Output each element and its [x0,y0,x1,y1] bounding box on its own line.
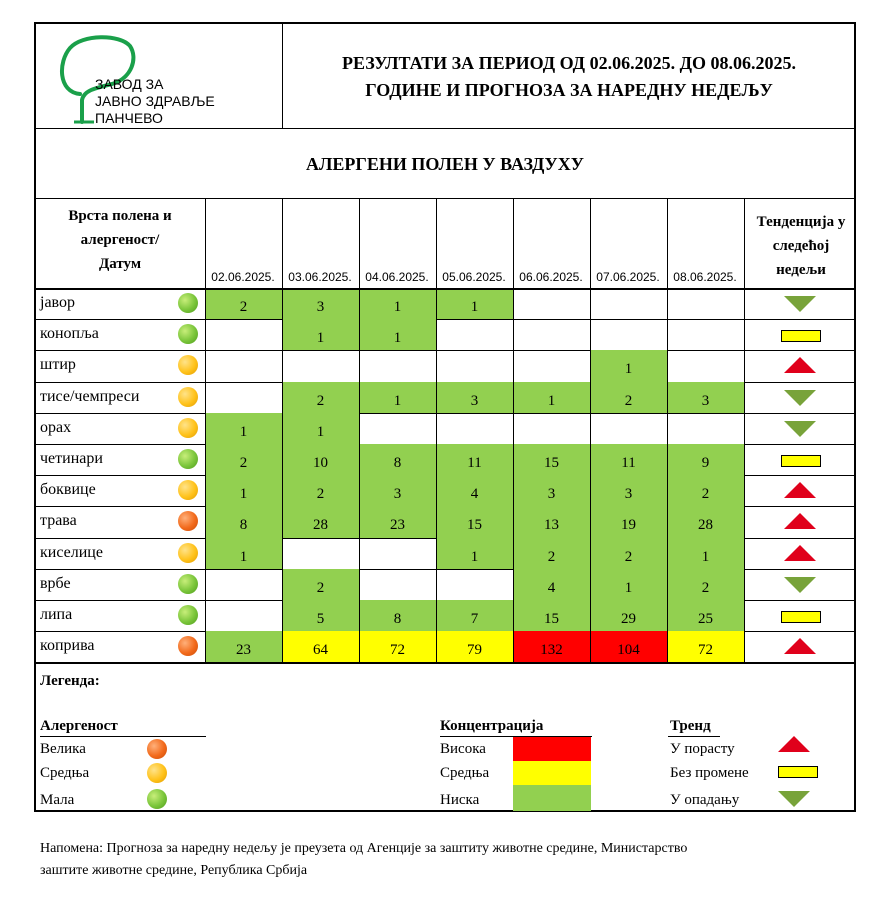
grid-line [359,198,360,662]
pollen-name: киселице [40,543,103,561]
table-cell [513,288,590,319]
pollen-name: четинари [40,450,103,467]
table-cell: 79 [436,631,513,662]
table-cell [205,600,282,631]
pollen-name: боквице [40,481,96,499]
table-cell: 3 [436,382,513,413]
table-cell: 3 [667,382,744,413]
legend-trend-same: Без промене [670,765,749,781]
grid-line [590,198,591,662]
table-cell: 8 [359,444,436,475]
table-cell [590,319,667,350]
pollen-name: тисе/чемпреси [40,387,140,405]
trend-up-icon [784,482,816,498]
header-line: Врста полена и [68,208,172,224]
table-cell: 1 [205,475,282,506]
high-concentration-swatch [513,737,591,761]
table-cell: 1 [590,569,667,600]
trend-up-icon [784,357,816,373]
table-cell: 8 [205,506,282,537]
trend-down-icon [778,791,810,807]
column-header-species [40,204,200,276]
trend-up-icon [784,638,816,654]
table-cell: 5 [282,600,359,631]
logo-text [95,76,215,127]
trend-same-icon [781,330,821,342]
trend-down-icon [784,421,816,437]
table-cell: 4 [513,569,590,600]
table-cell: 15 [436,506,513,537]
table-cell: 1 [436,288,513,319]
date-header: 03.06.2025. [288,270,352,284]
high-allergen-dot-icon [147,739,167,759]
table-cell: 19 [590,506,667,537]
small-allergen-dot-icon [178,605,198,625]
table-cell: 29 [590,600,667,631]
table-cell [359,350,436,381]
trend-down-icon [784,390,816,406]
pollen-name: штир [40,356,76,374]
table-cell: 2 [282,475,359,506]
low-concentration-swatch [513,785,591,811]
table-cell: 10 [282,444,359,475]
grid-line [667,198,668,662]
table-cell: 25 [667,600,744,631]
table-cell [667,319,744,350]
table-cell: 72 [667,631,744,662]
medium-allergen-dot-icon [147,763,167,783]
header-line: недељи [776,262,826,278]
table-cell [436,319,513,350]
date-header: 04.06.2025. [365,270,429,284]
header-line: Тенденција у [756,214,846,230]
grid-line [34,198,35,662]
table-cell: 1 [513,382,590,413]
table-cell: 3 [282,288,359,319]
legend-conc-low: Ниска [440,792,480,808]
table-cell: 13 [513,506,590,537]
legend-underline [40,736,206,737]
table-cell: 1 [359,288,436,319]
table-cell: 2 [282,569,359,600]
grid-line [436,198,437,662]
divider [34,198,856,199]
table-cell [590,413,667,444]
header-line: следећој [772,238,830,254]
table-cell [205,319,282,350]
trend-same-icon [778,766,818,778]
trend-up-icon [784,545,816,561]
table-cell: 7 [436,600,513,631]
medium-concentration-swatch [513,761,591,785]
table-cell [359,413,436,444]
pollen-name: липа [40,606,73,623]
logo-line: ЗАВОД ЗА [95,76,164,92]
trend-same-icon [781,611,821,623]
legend-allergen-low: Мала [40,792,75,808]
header-line: Датум [98,256,142,272]
legend-conc-high: Висока [440,741,486,757]
grid-line [282,198,283,662]
table-cell: 2 [590,382,667,413]
trend-up-icon [784,513,816,529]
header-line: алергеност/ [80,232,160,248]
table-cell: 1 [590,350,667,381]
table-cell [590,288,667,319]
table-cell: 11 [590,444,667,475]
legend-allergen-medium: Средња [40,765,90,781]
date-header: 07.06.2025. [596,270,660,284]
table-cell [436,413,513,444]
table-cell: 23 [205,631,282,662]
table-cell: 64 [282,631,359,662]
table-cell: 2 [590,538,667,569]
grid-line [513,198,514,662]
table-cell: 3 [513,475,590,506]
table-cell: 2 [667,569,744,600]
table-cell: 28 [667,506,744,537]
table-cell: 2 [513,538,590,569]
table-cell: 1 [359,319,436,350]
table-cell: 11 [436,444,513,475]
table-cell [205,350,282,381]
pollen-name: врбе [40,574,71,592]
table-cell: 15 [513,600,590,631]
date-header: 06.06.2025. [519,270,583,284]
table-cell [359,569,436,600]
table-cell: 104 [590,631,667,662]
trend-down-icon [784,577,816,593]
date-header: 02.06.2025. [211,270,275,284]
footnote-line: заштите животне средине, Република Србија [40,863,308,878]
grid-line [205,198,206,662]
table-cell: 4 [436,475,513,506]
table-cell: 1 [667,538,744,569]
footnote-line: Напомена: Прогноза за наредну недељу је преузета од Агенције за заштиту животне средине, Министарство [40,841,688,856]
section-title: АЛЕРГЕНИ ПОЛЕН У ВАЗДУХУ [306,154,584,174]
divider [34,663,856,664]
table-cell [282,350,359,381]
table-cell: 3 [359,475,436,506]
logo-line: ЈАВНО ЗДРАВЉЕ [95,93,215,109]
table-cell: 23 [359,506,436,537]
table-cell: 15 [513,444,590,475]
title-line: ГОДИНЕ И ПРОГНОЗА ЗА НАРЕДНУ НЕДЕЉУ [365,80,773,100]
low-allergen-dot-icon [147,789,167,809]
table-cell: 1 [436,538,513,569]
legend-conc-head: Концентрација [440,718,544,734]
title-line: РЕЗУЛТАТИ ЗА ПЕРИОД ОД 02.06.2025. ДО 08.06.2025. [342,53,796,73]
date-header: 05.06.2025. [442,270,506,284]
table-cell: 1 [205,538,282,569]
grid-line [34,288,856,290]
table-cell: 1 [282,413,359,444]
pollen-name: трава [40,512,77,530]
table-cell [359,538,436,569]
column-header-trend [746,210,856,282]
table-cell: 72 [359,631,436,662]
table-cell: 132 [513,631,590,662]
date-header: 08.06.2025. [673,270,737,284]
table-cell: 3 [590,475,667,506]
table-cell: 2 [667,475,744,506]
table-cell [436,350,513,381]
table-cell: 1 [282,319,359,350]
table-cell [205,382,282,413]
footnote [40,838,840,882]
table-cell: 28 [282,506,359,537]
legend-trend-head: Тренд [670,718,711,734]
legend-conc-medium: Средња [440,765,490,781]
divider [34,128,856,129]
grid-line [744,198,745,662]
report-title [284,50,854,104]
table-cell: 2 [205,288,282,319]
table-cell: 8 [359,600,436,631]
table-cell [513,413,590,444]
table-cell [282,538,359,569]
divider [282,22,283,129]
legend-trend-up: У порасту [670,741,735,757]
table-cell [205,569,282,600]
table-cell [667,413,744,444]
legend-underline [668,736,720,737]
trend-down-icon [784,296,816,312]
small-allergen-dot-icon [178,574,198,594]
legend-allergen-high: Велика [40,741,86,757]
pollen-name: орах [40,418,72,436]
table-cell: 9 [667,444,744,475]
medium-allergen-dot-icon [178,418,198,438]
legend-title: Легенда: [40,673,100,689]
small-allergen-dot-icon [178,293,198,313]
table-cell: 1 [359,382,436,413]
table-cell [513,350,590,381]
table-cell: 2 [282,382,359,413]
logo-line: ПАНЧЕВО [95,110,163,126]
small-allergen-dot-icon [178,449,198,469]
medium-allergen-dot-icon [178,387,198,407]
trend-same-icon [781,455,821,467]
legend-allergen-head: Алергеност [40,718,118,734]
medium-allergen-dot-icon [178,543,198,563]
trend-up-icon [778,736,810,752]
pollen-name: конопља [40,325,99,343]
pollen-name: коприва [40,637,95,655]
table-cell [436,569,513,600]
table-cell [667,350,744,381]
pollen-name: јавор [40,294,75,311]
legend-trend-down: У опадању [670,792,740,808]
table-cell [667,288,744,319]
table-cell: 2 [205,444,282,475]
table-cell: 1 [205,413,282,444]
table-cell [513,319,590,350]
